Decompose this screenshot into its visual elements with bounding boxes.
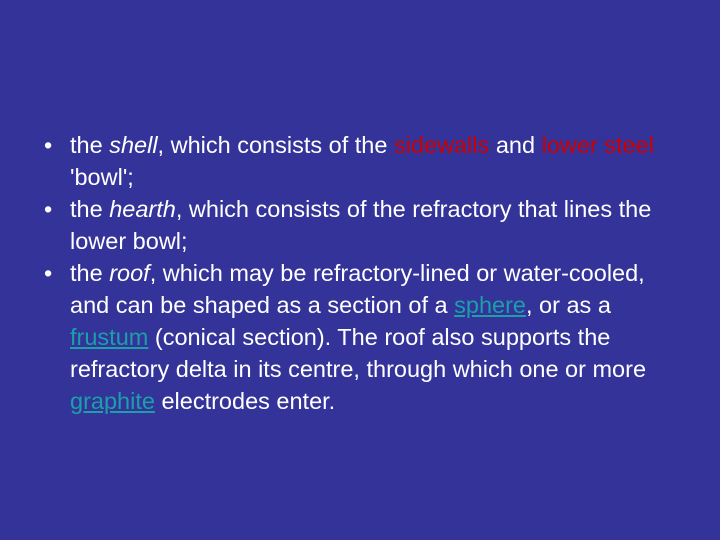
- bullet-icon: •: [44, 132, 53, 158]
- term-lower-steel: lower steel: [541, 132, 654, 158]
- term-shell: shell: [109, 132, 158, 158]
- bullet-list: [44, 129, 664, 417]
- link-graphite[interactable]: graphite: [70, 388, 155, 414]
- term-hearth: hearth: [109, 196, 176, 222]
- term-sidewalls: sidewalls: [393, 132, 490, 158]
- link-frustum[interactable]: frustum: [70, 324, 149, 350]
- bullet-icon: •: [44, 260, 53, 286]
- term-roof: roof: [109, 260, 150, 286]
- bullet-item-roof: • the roof, which may be refractory-lined or water-cooled, and can be shaped as a section of a sphere, or as a frustum (conical section). The roof also supports the refractory delta in its centre, through which one or more graphite electrodes enter.: [44, 257, 664, 417]
- bullet-item-shell: • the shell, which consists of the sidewalls and lower steel 'bowl';: [44, 129, 664, 193]
- bullet-icon: •: [44, 196, 53, 222]
- link-sphere[interactable]: sphere: [454, 292, 526, 318]
- bullet-item-hearth: • the hearth, which consists of the refractory that lines the lower bowl;: [44, 193, 664, 257]
